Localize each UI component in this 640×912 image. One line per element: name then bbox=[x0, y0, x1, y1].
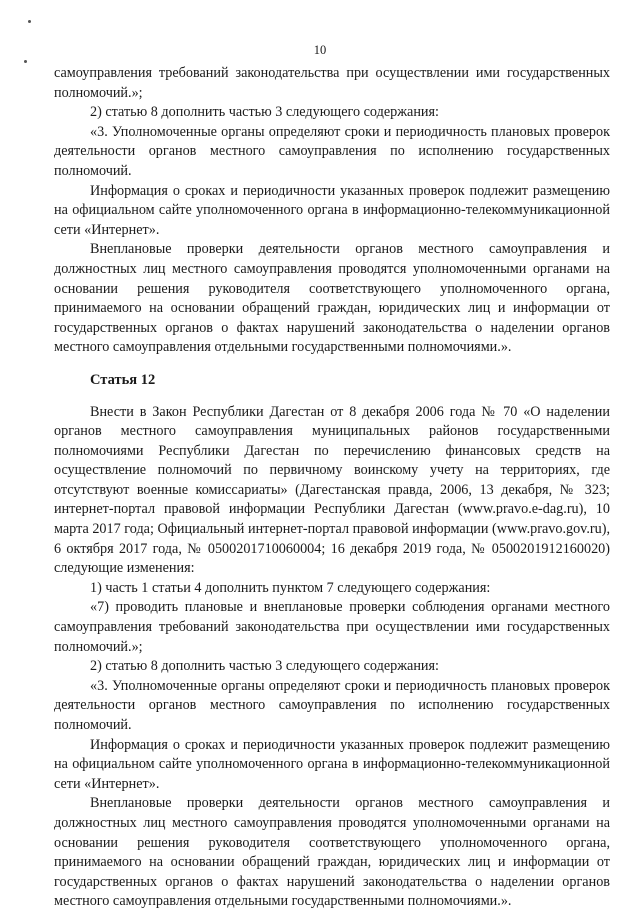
document-body bbox=[54, 64, 610, 912]
paragraph: 2) статью 8 дополнить частью 3 следующего содержания: bbox=[90, 104, 439, 121]
paragraph: 1) часть 1 статьи 4 дополнить пунктом 7 следующего содержания: bbox=[90, 579, 491, 596]
paragraph: Внеплановые проверки деятельности органов местного самоуправления и должностных лиц местного самоуправления проводятся уполномоченными органами на основании решения руководителя соответствующего уполномоченного органа, принимаемого на основании обращений граждан, юридических лиц и информации от государственных органов о фактах нарушений законодательства о наделении органов местного самоуправления отдельными государственными полномочиями.». bbox=[54, 795, 610, 910]
paragraph: «7) проводить плановые и внеплановые проверки соблюдения органами местного самоуправления требований законодательства при осуществлении ими государственных полномочий.»; bbox=[54, 599, 610, 655]
page-number: 10 bbox=[313, 43, 327, 57]
scan-dot bbox=[24, 60, 27, 63]
paragraph: Внеплановые проверки деятельности органов местного самоуправления и должностных лиц местного самоуправления проводятся уполномоченными органами на основании решения руководителя соответствующего уполномоченного органа, принимаемого на основании обращений граждан, юридических лиц и информации от государственных органов о фактах нарушений законодательства о наделении органов местного самоуправления отдельными государственными полномочиями.». bbox=[54, 241, 610, 356]
paragraph: самоуправления требований законодательства при осуществлении ими государственных полномочий.»; bbox=[54, 65, 610, 101]
paragraph: 2) статью 8 дополнить частью 3 следующего содержания: bbox=[90, 658, 439, 675]
paragraph: «3. Уполномоченные органы определяют сроки и периодичность плановых проверок деятельности органов местного самоуправления по исполнению государственных полномочий. bbox=[54, 123, 610, 179]
paragraph: «3. Уполномоченные органы определяют сроки и периодичность плановых проверок деятельности органов местного самоуправления по исполнению государственных полномочий. bbox=[54, 677, 610, 733]
scan-dot bbox=[28, 20, 31, 23]
paragraph: Внести в Закон Республики Дагестан от 8 декабря 2006 года № 70 «О наделении органов местного самоуправления муниципальных районов государственными полномочиями Республики Дагестан по перечислению финансовых средств на осуществление полномочий по первичному воинскому учету на территориях, где отсутствуют военные комиссариаты» (Дагестанская правда, 2006, 13 декабря, № 323; интернет-портал правовой информации Республики Дагестан (www.pravo.e-dag.ru), 10 марта 2017 года; Официальный интернет-портал правовой информации (www.pravo.gov.ru), 6 октября 2017 года, № 0500201710060004; 16 декабря 2019 года, № 0500201912160020) следующие изменения: bbox=[54, 403, 610, 577]
paragraph: Информация о сроках и периодичности указанных проверок подлежит размещению на официальном сайте уполномоченного органа в информационно-телекоммуникационной сети «Интернет». bbox=[54, 182, 610, 238]
article-title: Статья 12 bbox=[90, 371, 156, 388]
paragraph: Информация о сроках и периодичности указанных проверок подлежит размещению на официальном сайте уполномоченного органа в информационно-телекоммуникационной сети «Интернет». bbox=[54, 736, 610, 792]
